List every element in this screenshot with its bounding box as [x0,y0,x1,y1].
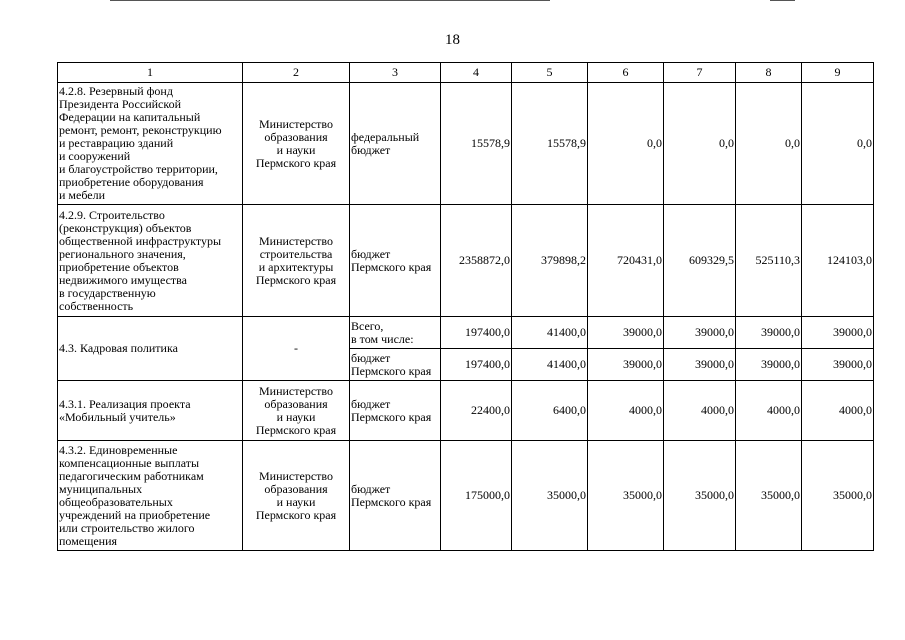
measure-name: 4.3.1. Реализация проекта «Мобильный учитель» [58,381,243,441]
value-cell: 0,0 [802,83,874,205]
value-cell: 379898,2 [512,205,588,317]
value-cell: 6400,0 [512,381,588,441]
value-cell: 720431,0 [588,205,664,317]
column-header: 8 [736,63,802,83]
funding-source: федеральный бюджет [350,83,441,205]
column-header: 4 [441,63,512,83]
funding-source: Всего, в том числе: [350,317,441,349]
column-header: 5 [512,63,588,83]
table-row [58,441,874,551]
value-cell: 525110,3 [736,205,802,317]
value-cell: 41400,0 [512,317,588,349]
executor-cell: - [243,317,350,381]
budget-table [57,62,874,551]
value-cell: 35000,0 [588,441,664,551]
value-cell: 4000,0 [664,381,736,441]
value-cell: 0,0 [736,83,802,205]
column-number-header-row [58,63,874,83]
value-cell: 0,0 [664,83,736,205]
value-cell: 35000,0 [736,441,802,551]
value-cell: 39000,0 [664,349,736,381]
executor-cell: Министерство образования и науки Пермского края [243,381,350,441]
top-edge-rule-right [770,0,795,1]
value-cell: 22400,0 [441,381,512,441]
value-cell: 39000,0 [588,349,664,381]
table-row [58,381,874,441]
column-header: 2 [243,63,350,83]
value-cell: 15578,9 [441,83,512,205]
value-cell: 15578,9 [512,83,588,205]
value-cell: 4000,0 [588,381,664,441]
funding-source: бюджет Пермского края [350,381,441,441]
column-header: 9 [802,63,874,83]
value-cell: 609329,5 [664,205,736,317]
measure-name: 4.2.9. Строительство (реконструкция) объектов общественной инфраструктуры регионального значения, приобретение объектов недвижимого имущества в государственную собственность [58,205,243,317]
value-cell: 124103,0 [802,205,874,317]
value-cell: 39000,0 [736,349,802,381]
value-cell: 39000,0 [802,317,874,349]
value-cell: 39000,0 [736,317,802,349]
value-cell: 41400,0 [512,349,588,381]
executor-cell: Министерство образования и науки Пермского края [243,83,350,205]
value-cell: 4000,0 [736,381,802,441]
value-cell: 35000,0 [512,441,588,551]
measure-name: 4.3.2. Единовременные компенсационные выплаты педагогическим работникам муниципальных общеобразовательных учреждений на приобретение или строительство жилого помещения [58,441,243,551]
value-cell: 39000,0 [664,317,736,349]
value-cell: 39000,0 [802,349,874,381]
column-header: 7 [664,63,736,83]
page-number: 18 [445,32,460,48]
value-cell: 0,0 [588,83,664,205]
value-cell: 197400,0 [441,317,512,349]
funding-source: бюджет Пермского края [350,205,441,317]
funding-source: бюджет Пермского края [350,349,441,381]
value-cell: 4000,0 [802,381,874,441]
value-cell: 39000,0 [588,317,664,349]
measure-name: 4.3. Кадровая политика [58,317,243,381]
funding-source: бюджет Пермского края [350,441,441,551]
value-cell: 35000,0 [664,441,736,551]
value-cell: 175000,0 [441,441,512,551]
executor-cell: Министерство образования и науки Пермского края [243,441,350,551]
table-row [58,205,874,317]
top-edge-rule [110,0,550,1]
value-cell: 35000,0 [802,441,874,551]
executor-cell: Министерство строительства и архитектуры Пермского края [243,205,350,317]
value-cell: 2358872,0 [441,205,512,317]
table-row [58,83,874,205]
measure-name: 4.2.8. Резервный фонд Президента Российской Федерации на капитальный ремонт, ремонт, реконструкцию и реставрацию зданий и сооружений и благоустройство территории, приобретение оборудования и мебели [58,83,243,205]
value-cell: 197400,0 [441,349,512,381]
column-header: 1 [58,63,243,83]
column-header: 3 [350,63,441,83]
column-header: 6 [588,63,664,83]
table-row [58,317,874,349]
